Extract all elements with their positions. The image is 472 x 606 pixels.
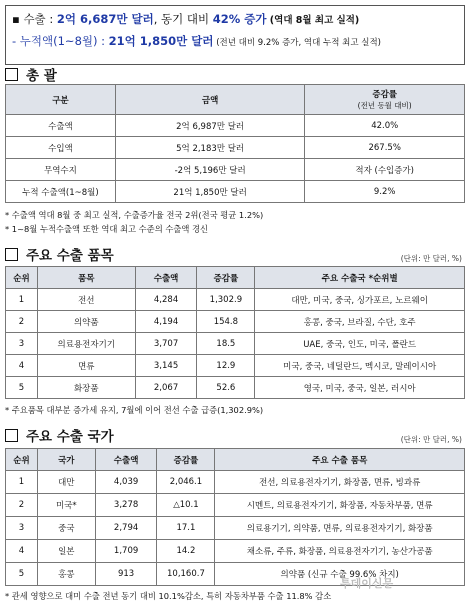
items-note: * 주요품목 대부분 증가세 유지, 7월에 이어 전선 수출 급증(1,302.9%) [5,405,264,415]
section-title-overview: 총 괄 [5,64,57,84]
table-header-row: 순위 국가 수출액 증감률 주요 수출 품목 [6,449,465,471]
export-amount: 2억 6,687만 달러 [56,12,154,26]
export-growth: 42% 증가 [212,12,267,26]
table-row: 5 홍콩 913 10,160.7 의약품 (신규 수출 99.6% 차지) [6,563,465,586]
table-row: 3 의료용전자기기 3,707 18.5 UAE, 중국, 인도, 미국, 폴란드 [6,333,465,355]
headline-line-1: ▪ 수출 : 2억 6,687만 달러, 동기 대비 42% 증가 (역대 8월 최고 실적) [12,12,360,26]
table-row: 누적 수출액(1~8월) 21억 1,850만 달러 9.2% [6,181,465,203]
items-unit: (단위: 만 달러, %) [400,254,462,263]
countries-unit: (단위: 만 달러, %) [400,435,462,444]
watermark: 투데이신문 [340,577,394,590]
headline-box [5,5,465,65]
cumulative-amount: 21억 1,850만 달러 [108,34,214,48]
table-row: 수출액 2억 6,987만 달러 42.0% [6,115,465,137]
table-row: 3 중국 2,794 17.1 의료용기기, 의약품, 면류, 의료용전자기기, 화장품 [6,517,465,540]
record-note: (역대 8월 최고 실적) [266,15,360,26]
table-row: 4 일본 1,709 14.2 채소류, 주류, 화장품, 의료용전자기기, 농산가공품 [6,540,465,563]
table-row: 5 화장품 2,067 52.6 영국, 미국, 중국, 일본, 러시아 [6,377,465,399]
overview-note-2: * 1~8월 누적수출액 또한 역대 최고 수준의 수출액 경신 [5,224,209,234]
table-row: 무역수지 -2억 5,196만 달러 적자 (수입증가) [6,159,465,181]
table-row: 1 대만 4,039 2,046.1 전선, 의료용전자기기, 화장품, 면류, 빙과류 [6,471,465,494]
table-header-row: 순위 품목 수출액 증감률 주요 수출국 *순위별 [6,267,465,289]
table-row: 4 면류 3,145 12.9 미국, 중국, 네덜란드, 멕시코, 말레이시아 [6,355,465,377]
headline-line-2: - 누적액(1~8월) : 21억 1,850만 달러 (전년 대비 9.2% 증가, 역대 누적 최고 실적) [12,34,381,48]
countries-table [5,448,465,586]
table-row: 1 전선 4,284 1,302.9 대만, 미국, 중국, 싱가포르, 노르웨이 [6,289,465,311]
countries-note: * 관세 영향으로 대미 수출 전년 동기 대비 10.1%감소, 특히 자동차부품 수출 11.8% 감소 [5,591,332,601]
table-header-row: 구분 금액 증감률 (전년 동월 대비) [6,85,465,115]
table-row: 2 미국* 3,278 △10.1 시멘트, 의료용전자기기, 화장품, 자동차부품, 면류 [6,494,465,517]
section-title-countries: 주요 수출 국가 [5,425,114,445]
square-bullet-icon [5,248,18,261]
items-table [5,266,465,399]
cumulative-note: (전년 대비 9.2% 증가, 역대 누적 최고 실적) [213,38,381,48]
table-row: 2 의약품 4,194 154.8 홍콩, 중국, 브라질, 수단, 호주 [6,311,465,333]
overview-note-1: * 수출액 역대 8월 중 최고 실적, 수출증가율 전국 2위(전국 평균 1.2%) [5,210,264,220]
overview-table [5,84,465,203]
square-bullet-icon [5,68,18,81]
section-title-items: 주요 수출 품목 [5,244,114,264]
table-row: 수입액 5억 2,183만 달러 267.5% [6,137,465,159]
square-bullet-icon [5,429,18,442]
